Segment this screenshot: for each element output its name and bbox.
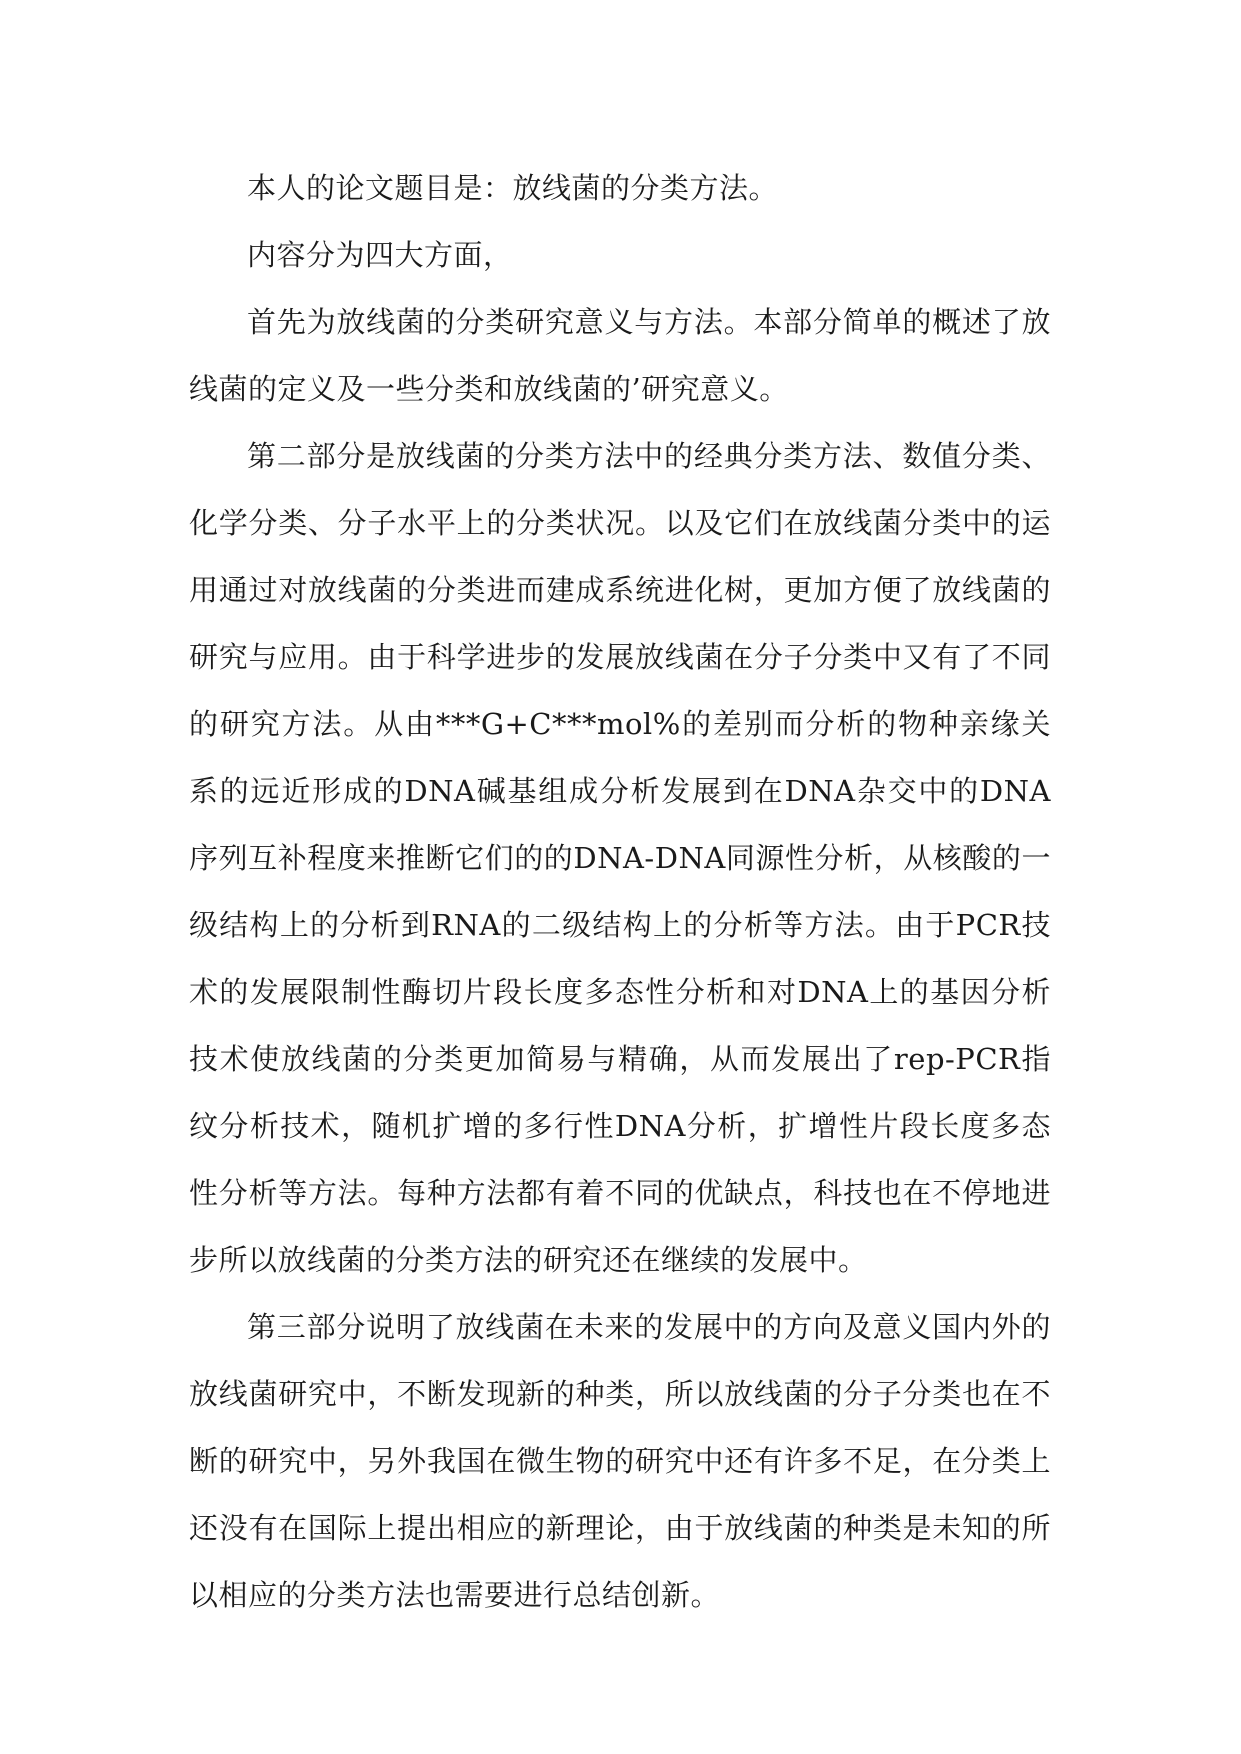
paragraph-part-three: 第三部分说明了放线菌在未来的发展中的方向及意义国内外的放线菌研究中，不断发现新的种类，所以放线菌的分子分类也在不断的研究中，另外我国在微生物的研究中还有许多不足，在分类上还没有在国际上提出相应的新理论，由于放线菌的种类是未知的所以相应的分类方法也需要进行总结创新。 (189, 1310, 1051, 1612)
paragraph-intro: 内容分为四大方面， (247, 238, 513, 272)
paragraph-part-two: 第二部分是放线菌的分类方法中的经典分类方法、数值分类、化学分类、分子水平上的分类状况。以及它们在放线菌分类中的运用通过对放线菌的分类进而建成系统进化树，更加方便了放线菌的研究与应用。由于科学进步的发展放线菌在分子分类中又有了不同的研究方法。从由***G+C***mol%的差别而分析的物种亲缘关系的远近形成的DNA碱基组成分析发展到在DNA杂交中的DNA序列互补程度来推断它们的的DNA-DNA同源性分析，从核酸的一级结构上的分析到RNA的二级结构上的分析等方法。由于PCR技术的发展限制性酶切片段长度多态性分析和对DNA上的基因分析技术使放线菌的分类更加简易与精确，从而发展出了rep-PCR指纹分析技术，随机扩增的多行性DNA分析，扩增性片段长度多态性分析等方法。每种方法都有着不同的优缺点，科技也在不停地进步所以放线菌的分类方法的研究还在继续的发展中。 (189, 439, 1051, 1277)
paragraph-part-one: 首先为放线菌的分类研究意义与方法。本部分简单的概述了放线菌的定义及一些分类和放线菌的’研究意义。 (189, 305, 1051, 406)
document-body (189, 155, 1051, 1629)
paragraph-title: 本人的论文题目是：放线菌的分类方法。 (247, 171, 779, 205)
